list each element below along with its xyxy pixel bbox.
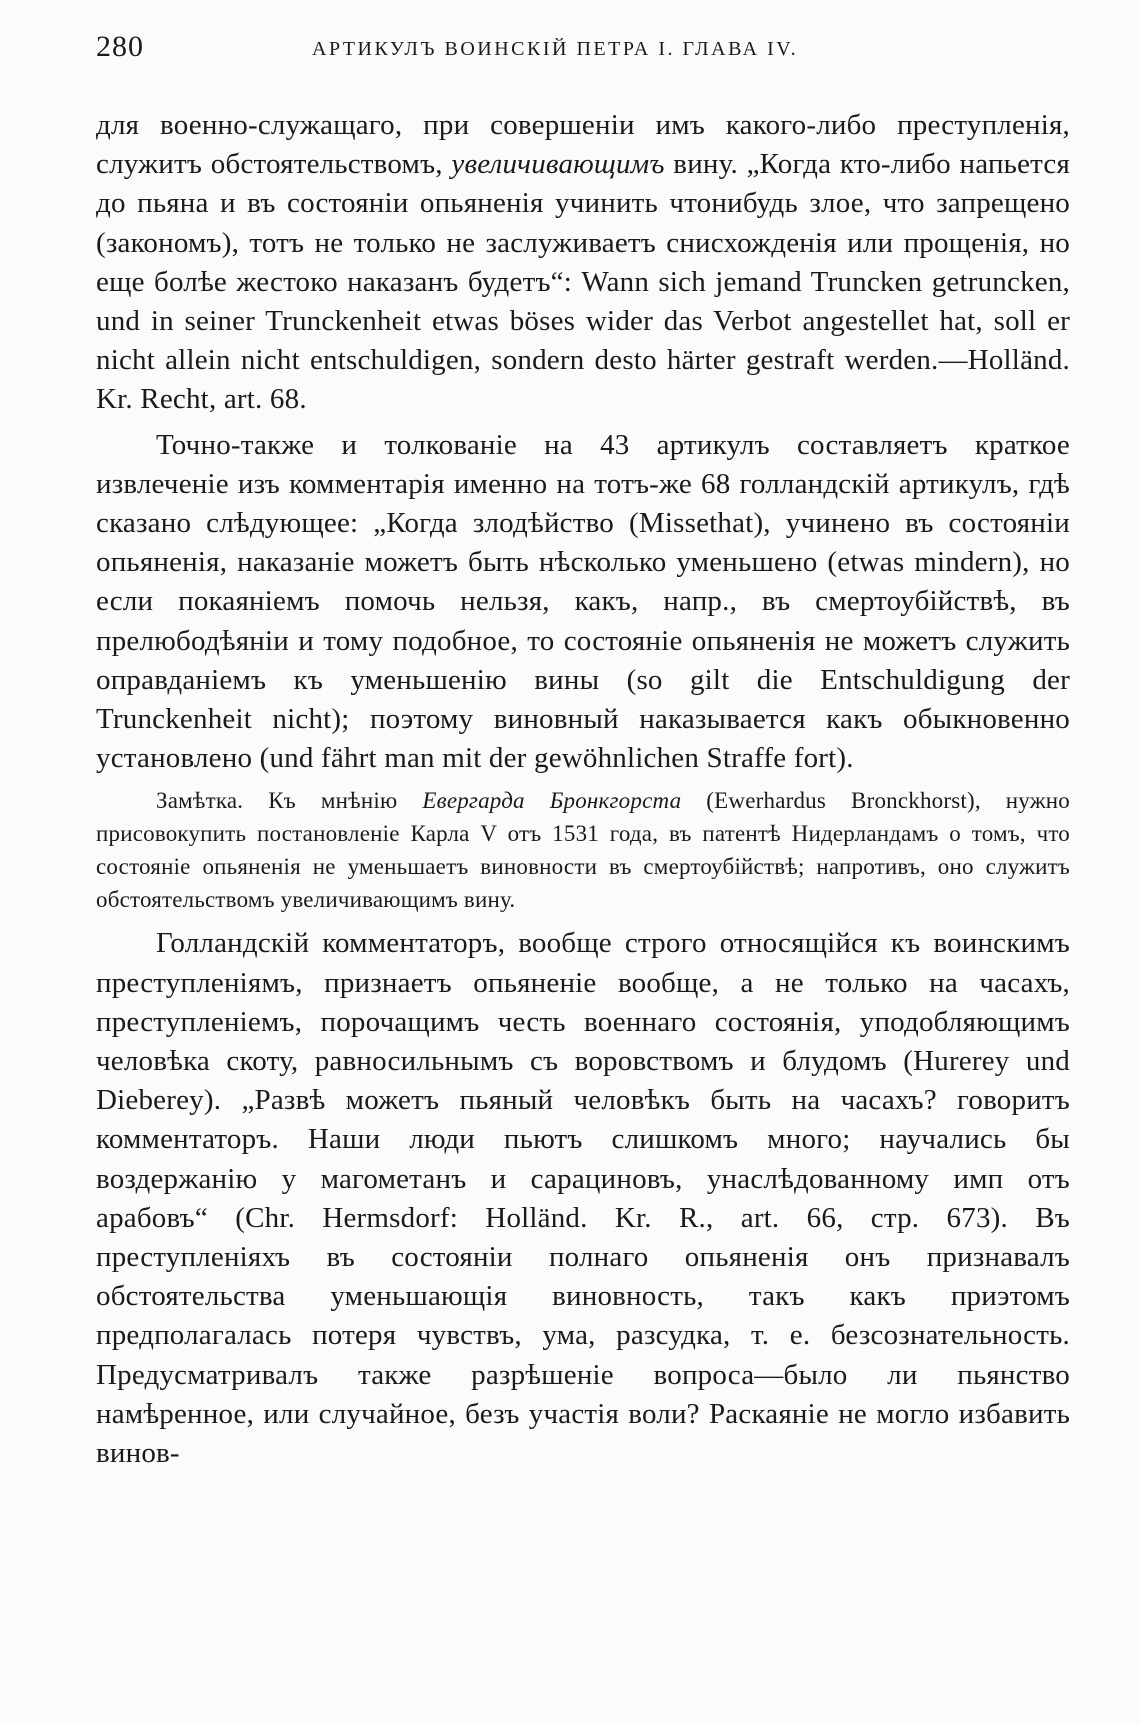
paragraph-3: Голландскій комментаторъ, вообще строго относящійся къ воинскимъ преступленіямъ, признаетъ опьяненіе вообще, а не только на часахъ, преступленіемъ, порочащимъ честь военнаго состоянія, уподобляющимъ человѣка скоту, равносильнымъ съ воровствомъ и блудомъ (Hurerey und Dieberey). „Развѣ можетъ пьяный человѣкъ быть на часахъ? говоритъ комментаторъ. Наши люди пьютъ слишкомъ много; научались бы воздержанію у магометанъ и сарациновъ, унаслѣдованному имп отъ арабовъ“ (Chr. Hermsdorf: Holländ. Kr. R., art. 66, стр. 673). Въ преступленіяхъ въ состояніи полнаго опьяненія онъ признавалъ обстоятельства уменьшающія виновность, такъ какъ приэтомъ предполагалась потеря чувствъ, ума, разсудка, т. е. безсознательность. Предусматривалъ также разрѣшеніе вопроса—было ли пьянство намѣренное, или случайное, безъ участія воли? Раскаяніе не могло избавить винов- bbox=[96, 927, 1070, 1470]
paragraph-1-text-a: для военно-служащаго, при совершеніи имъ какого-либо преступленія, служитъ обстоятельствомъ, bbox=[96, 109, 1070, 181]
paragraph-2: Точно-также и толкованіе на 43 артикулъ составляетъ краткое извлеченіе изъ комментарія именно на тотъ-же 68 голландскій артикулъ, гдѣ сказано слѣдующее: „Когда злодѣйство (Missethat), учинено въ состояніи опьяненія, наказаніе можетъ быть нѣсколько уменьшено (etwas mindern), но если покаяніемъ помочь нельзя, какъ, напр., въ смертоубійствѣ, въ прелюбодѣяніи и тому подобное, то состояніе опьяненія не можетъ служить оправданіемъ къ уменьшенію вины (so gilt die Entschuldigung der Trunckenheit nicht); поэтому виновный наказывается какъ обыкновенно установлено (und fährt man mit der gewöhnlichen Straffe fort). bbox=[96, 428, 1070, 775]
running-head bbox=[96, 30, 1070, 70]
note-author: Евергарда Бронкгорста bbox=[422, 788, 682, 814]
running-title: АРТИКУЛЪ ВОИНСКІЙ ПЕТРА I. ГЛАВА IV. bbox=[312, 38, 799, 60]
footnote-remark bbox=[96, 784, 1070, 916]
note-label: Замѣтка. bbox=[156, 788, 244, 814]
paragraph-1-emphasis: увеличивающимъ bbox=[451, 148, 665, 181]
note-text-a: Къ мнѣнію bbox=[243, 788, 423, 814]
paragraph-1-text-b: вину. „Когда кто-либо напьется до пьяна и въ состояніи опьяненія учинить чтонибудь злое, что запрещено (закономъ), тотъ не только не заслуживаетъ снисхожденія или прощенія, но еще болѣе жестоко наказанъ будетъ“: Wann sich jemand Truncken getruncken, und in seiner Trunckenheit etwas böses wider das Verbot angestellet hat, soll er nicht allein nicht entschuldigen, sondern desto härter gestraft werden.—Holländ. Kr. Recht, art. 68. bbox=[96, 148, 1070, 416]
page-number: 280 bbox=[96, 30, 144, 63]
note-text-b: (Ewerhardus Bronckhorst), нужно присовокупить постановленіе Карла V отъ 1531 года, въ патентѣ Нидерландамъ о томъ, что состояніе опьяненія не уменьшаетъ виновности въ смертоубійствѣ; напротивъ, оно служитъ обстоятельствомъ увеличивающимъ вину. bbox=[96, 788, 1070, 913]
paragraph-1 bbox=[96, 106, 1070, 420]
main-text bbox=[96, 106, 1070, 1473]
